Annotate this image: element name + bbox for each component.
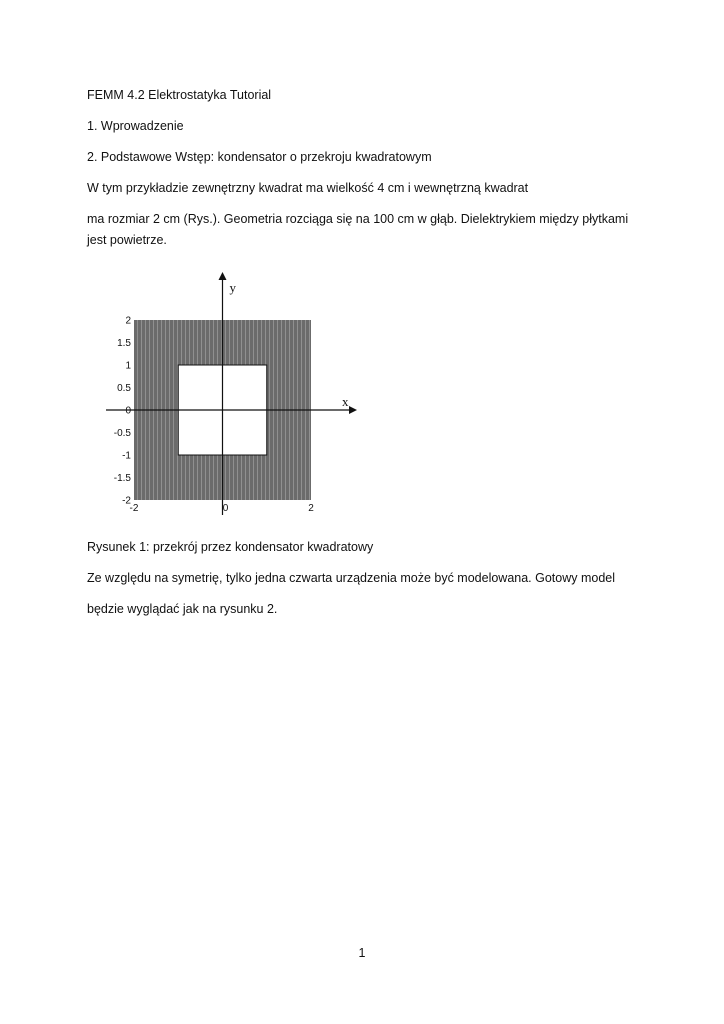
figure-caption: Rysunek 1: przekrój przez kondensator kwadratowy — [87, 540, 374, 554]
body-paragraph: będzie wyglądać jak na rysunku 2. — [87, 602, 278, 616]
x-tick-label: -2 — [129, 503, 139, 514]
body-paragraph: ma rozmiar 2 cm (Rys.). Geometria rozciąga się na 100 cm w głąb. Dielektrykiem między płytkami jest powietrze. — [87, 212, 629, 247]
y-tick-label: 2 — [125, 315, 131, 327]
y-tick-label: 0 — [125, 405, 131, 417]
x-tick-labels — [130, 503, 315, 514]
page-number: 1 — [358, 946, 366, 960]
y-tick-labels — [114, 316, 132, 507]
body-paragraph: Ze względu na symetrię, tylko jedna czwarta urządzenia może być modelowana. Gotowy model — [87, 571, 616, 585]
x-axis-label: x — [342, 394, 349, 409]
body-paragraph: W tym przykładzie zewnętrzny kwadrat ma wielkość 4 cm i wewnętrzną kwadrat — [87, 181, 529, 195]
y-tick-label: -0.5 — [113, 428, 131, 439]
y-tick-label: -2 — [122, 495, 131, 507]
section-heading-introduction: 1. Wprowadzenie — [87, 119, 184, 133]
y-tick-label: 1.5 — [117, 338, 131, 349]
y-tick-label: -1.5 — [113, 473, 131, 484]
x-tick-label: 0 — [222, 503, 229, 514]
capacitor-cross-section-figure — [100, 270, 370, 520]
section-heading-basic: 2. Podstawowe Wstęp: kondensator o przekroju kwadratowym — [87, 150, 432, 164]
y-tick-label: 0.5 — [117, 383, 131, 394]
document-title: FEMM 4.2 Elektrostatyka Tutorial — [87, 88, 272, 102]
y-tick-label: 1 — [125, 360, 131, 372]
y-axis-label: y — [229, 280, 236, 295]
y-tick-label: -1 — [122, 450, 131, 462]
x-tick-label: 2 — [308, 503, 314, 514]
